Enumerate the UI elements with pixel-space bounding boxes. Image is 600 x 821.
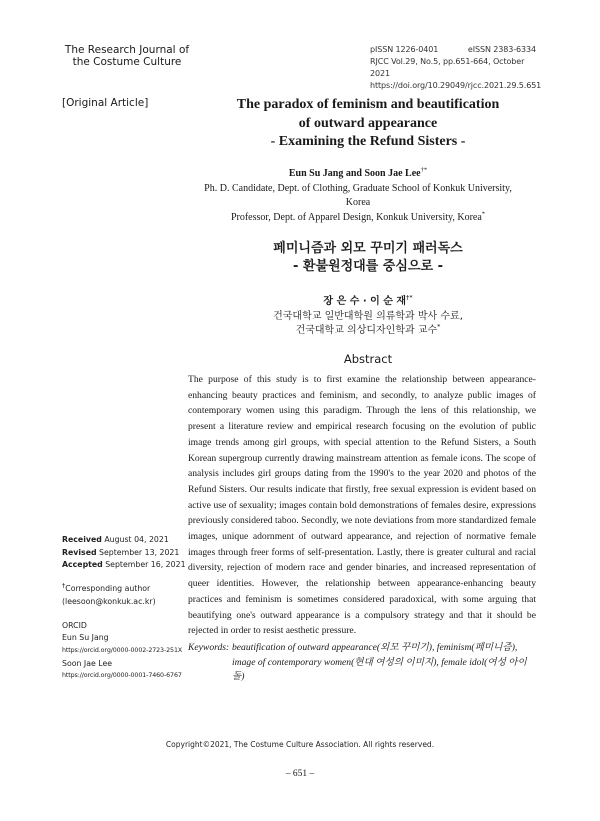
- received-label: Received: [62, 535, 102, 544]
- journal-name: [62, 44, 192, 68]
- korean-author-names: 장 은 수 · 이 순 재: [323, 296, 407, 307]
- copyright-notice: Copyright©2021, The Costume Culture Association. All rights reserved.: [165, 740, 435, 749]
- affiliation-2: Professor, Dept. of Apparel Design, Konkuk University, Korea: [230, 211, 482, 223]
- korean-title: [200, 240, 536, 276]
- keywords: [188, 641, 536, 685]
- affiliation-2-mark: *: [481, 210, 486, 218]
- citation: RJCC Vol.29, No.5, pp.651-664, October 2021: [370, 57, 525, 78]
- orcid-label: ORCID: [62, 620, 87, 630]
- korean-affiliation-2-mark: *: [437, 322, 441, 331]
- korean-author-mark: †*: [406, 293, 413, 302]
- corresponding-email[interactable]: (leesoon@konkuk.ac.kr): [62, 596, 156, 606]
- corresponding-mark: †: [62, 581, 66, 590]
- title-line2: of outward appearance: [298, 115, 438, 131]
- orcid-link-2[interactable]: https://orcid.org/0000-0001-7460-6767: [62, 672, 182, 680]
- authors-block: [180, 167, 536, 225]
- korean-authors-block: [200, 295, 536, 339]
- title-line3: - Examining the Refund Sisters -: [270, 134, 466, 149]
- revised-date: September 13, 2021: [99, 547, 180, 557]
- revised-label: Revised: [62, 547, 97, 557]
- orcid-name-2: Soon Jae Lee: [62, 658, 113, 668]
- affiliation-1-line2: Korea: [345, 197, 371, 208]
- abstract-body: The purpose of this study is to first examine the relationship between appearance-enhancing beauty practices and feminism, and secondly, to analyze public images of contemporary women using this paradigm. Through the lens of this relationship, we present a literature review and empirical research focusing on the evolution of public image trends among girl groups, with special attention to the Refund Sisters, a South Korean supergroup currently drawing mainstream attention as female icons. The scope of analysis includes girl groups dating from the 1990's to the year 2020 and photos of the Refund Sisters. Our results indicate that firstly, free sexual expression is evident based on active use of sexuality; images contain bold demonstrations of females desire, expressions previously considered taboo. Secondly, we note deviations from more standardized female images, unique adornment of outward appearance, and rejection of normative female images through freer forms of self-presentation. Lastly, there is greater cultural and racial diversity, rejection of modern race and gender binaries, and increased representation of queer identities. However, the relationship between appearance-enhancing beauty practices and feminism is sometimes considered paradoxical, with some arguing that beautifying one's outward appearance is a compulsory strategy and that it should be rejected in order to resist aesthetic pressure.: [188, 374, 536, 637]
- received-date: August 04, 2021: [104, 535, 169, 544]
- affiliation-1-line1: Ph. D. Candidate, Dept. of Clothing, Graduate School of Konkuk University,: [204, 182, 512, 194]
- article-type: [Original Article]: [62, 97, 149, 109]
- journal-name-line1: The Research Journal of: [64, 44, 190, 56]
- author-mark: †*: [420, 166, 428, 174]
- orcid-link-1[interactable]: https://orcid.org/0000-0002-2723-251X: [62, 646, 183, 654]
- title-line1: The paradox of feminism and beautification: [236, 97, 500, 112]
- korean-title-line2: - 환불원정대를 중심으로 -: [293, 259, 443, 274]
- korean-affiliation-2: 건국대학교 의상디자인학과 교수: [295, 325, 438, 336]
- orcid-name-1: Eun Su Jang: [62, 633, 109, 643]
- doi-link[interactable]: https://doi.org/10.29049/rjcc.2021.29.5.651: [370, 81, 542, 90]
- issn-block: [370, 44, 542, 92]
- accepted-date: September 16, 2021: [105, 560, 186, 570]
- corresponding-label: Corresponding author: [65, 584, 151, 594]
- article-title: [200, 96, 536, 152]
- journal-name-line2: the Costume Culture: [72, 56, 182, 68]
- keywords-label: Keywords:: [188, 642, 230, 653]
- article-info-sidebar: [62, 534, 192, 683]
- keywords-text: beautification of outward appearance(외모 꾸미기), feminism(페미니즘), image of contemporary women(현대 여성의 이미지), female idol(여성 아이돌): [232, 642, 527, 683]
- korean-affiliation-1: 건국대학교 일반대학원 의류학과 박사 수료,: [273, 310, 463, 322]
- author-names: Eun Su Jang and Soon Jae Lee: [288, 168, 421, 179]
- page-number: – 651 –: [285, 769, 315, 779]
- accepted-label: Accepted: [62, 560, 103, 570]
- korean-title-line1: 페미니즘과 외모 꾸미기 패러독스: [273, 241, 463, 256]
- abstract-heading: Abstract: [343, 352, 393, 366]
- eissn: eISSN 2383-6334: [467, 45, 536, 54]
- pissn: pISSN 1226-0401: [370, 45, 439, 54]
